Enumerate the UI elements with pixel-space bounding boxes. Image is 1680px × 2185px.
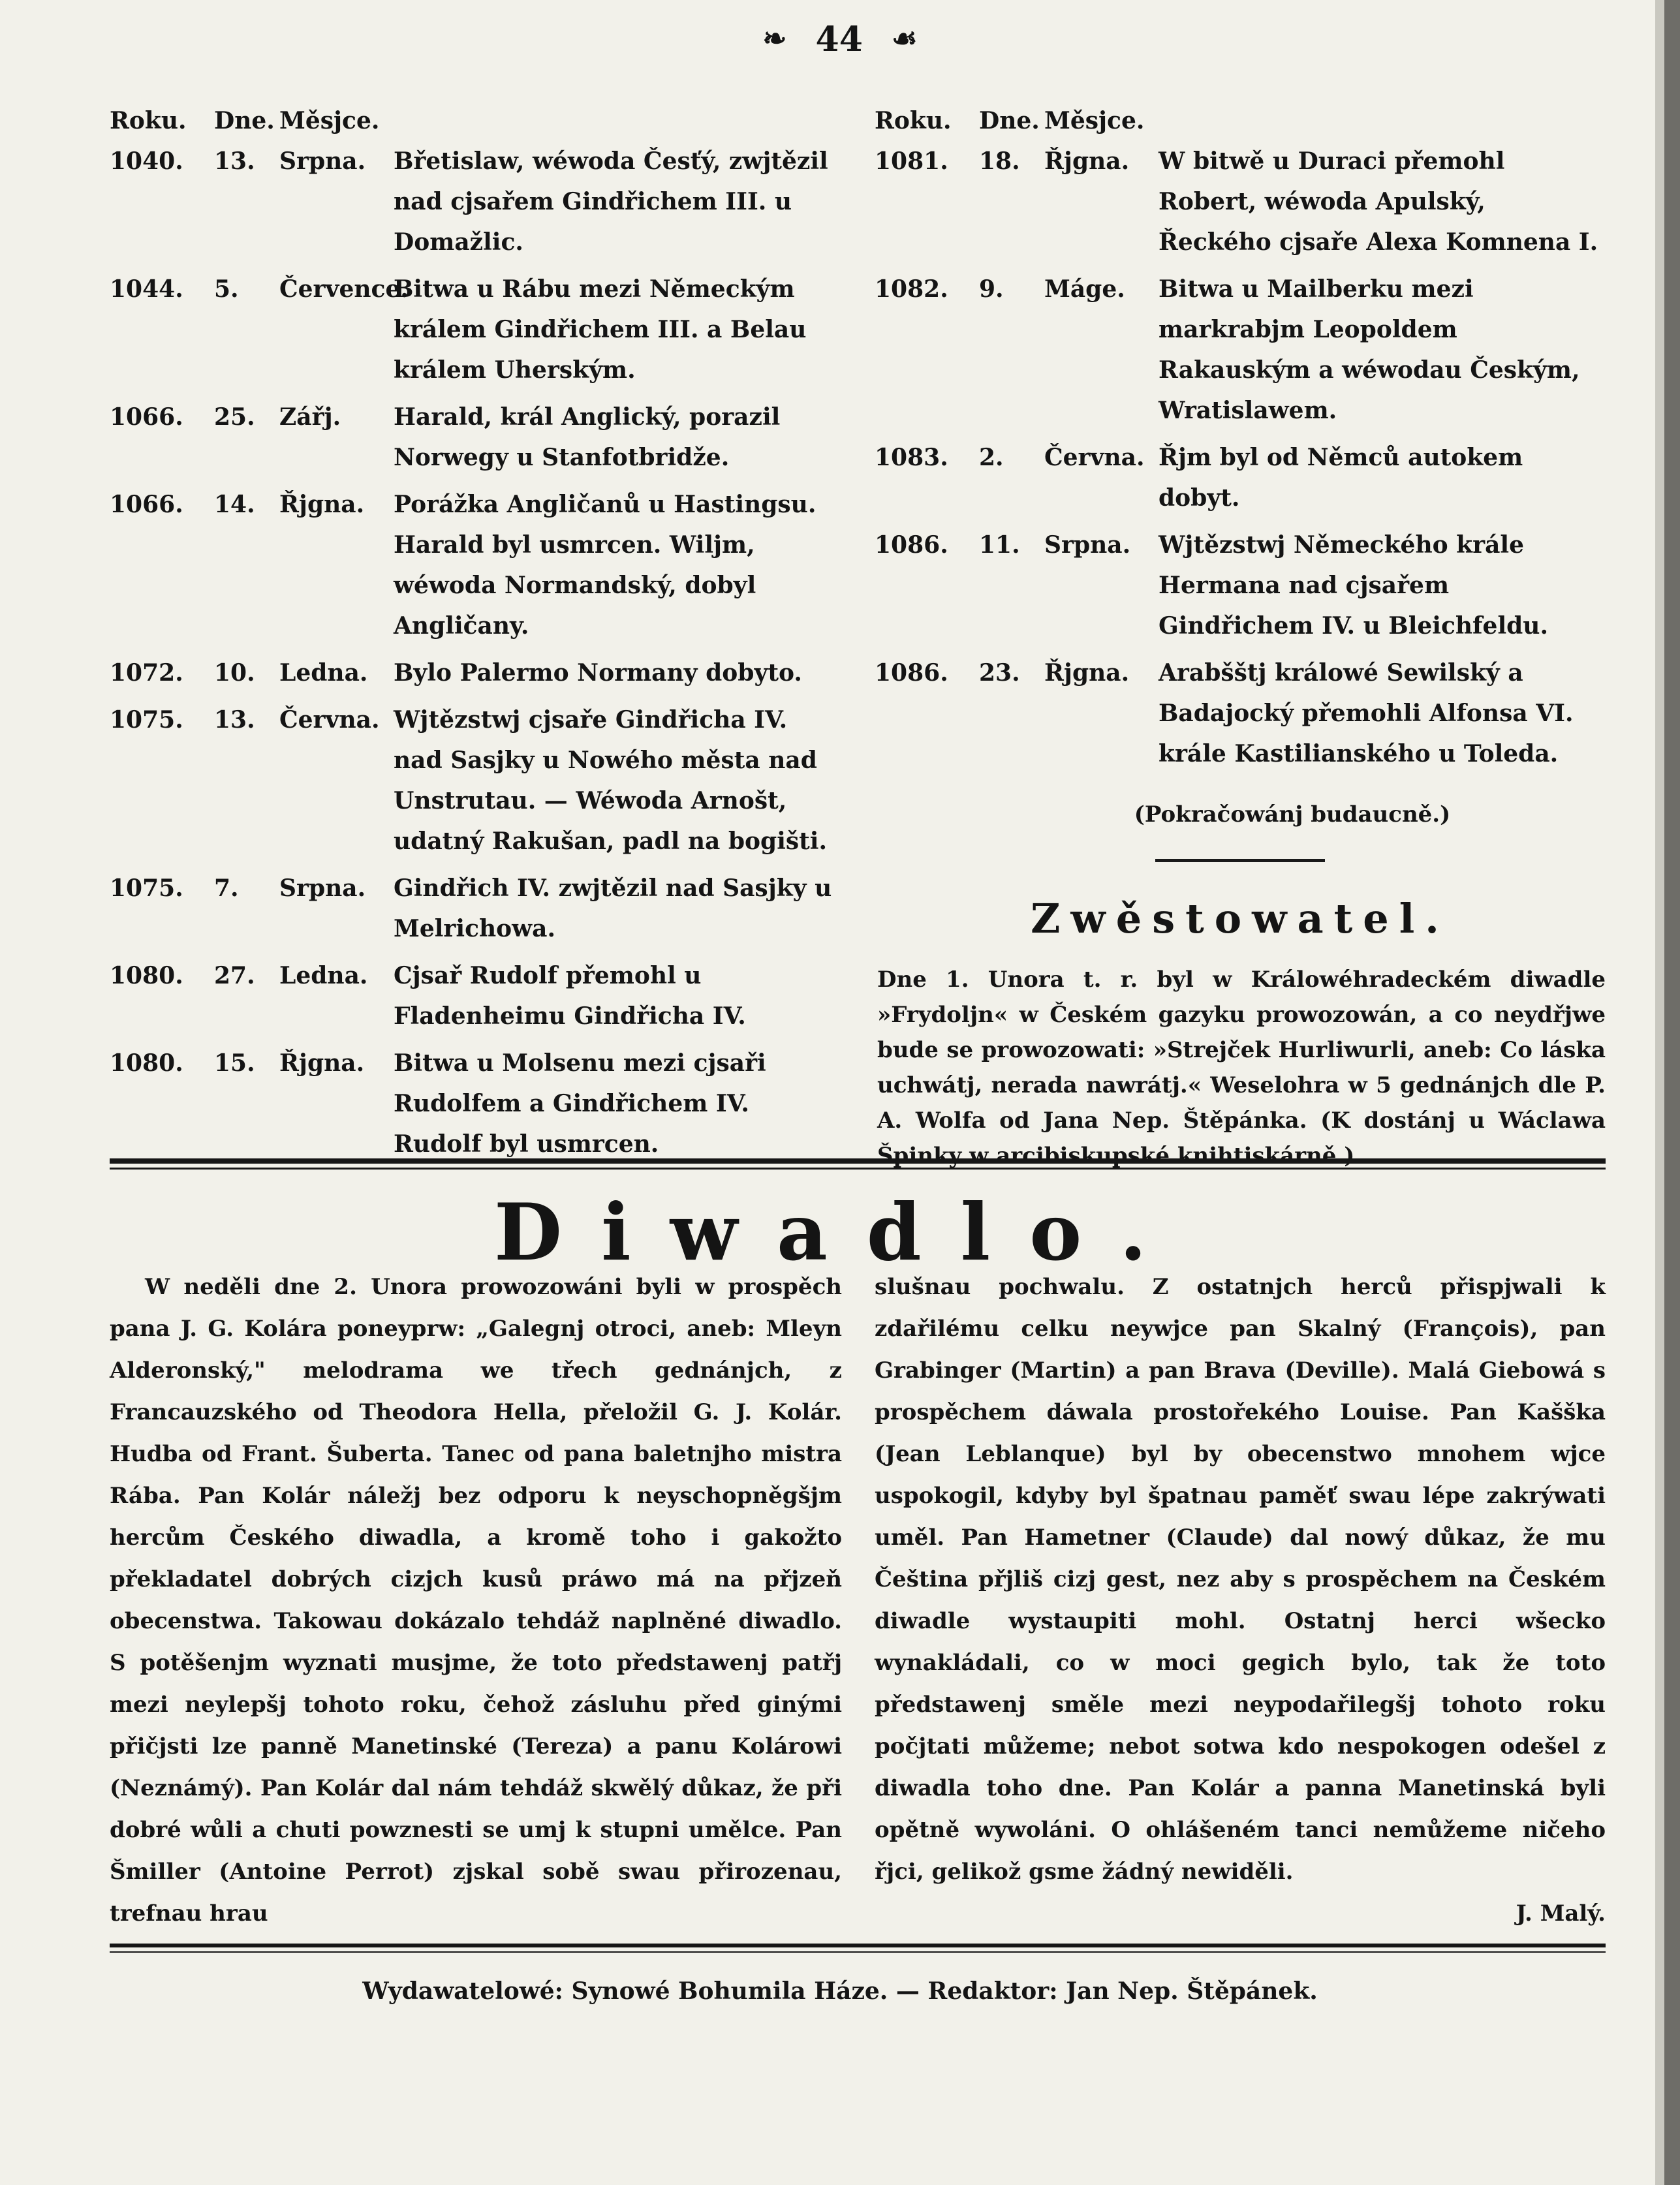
chronology-right-list — [875, 141, 1606, 774]
chronology-entry — [110, 653, 842, 693]
bottom-divider — [110, 1944, 1606, 1947]
entry-year: 1066. — [110, 403, 183, 431]
entry-day: 13. — [214, 147, 255, 175]
entry-day: 11. — [979, 531, 1020, 559]
chronology-entry — [110, 700, 842, 861]
review-left-column: W neděli dne 2. Unora prowozowáni byli w prospěch pana J. G. Kolára poneyprw: „Galegnj otroci, aneb: Mleyn Alderonský," melodrama we třech gednánjch, z Francauzského od Theodora Hella, přeložil G. J. Kolár. Hudba od Frant. Šuberta. Tanec od pana baletnjho mistra Rába. Pan Kolár náležj bez odporu k neyschopněgšjm hercům Českého diwadla, a kromě toho i gakožto překladatel dobrých cizjch kusů práwo má na přjzeň obecenstwa. Takowau dokázalo tehdáž naplněné diwadlo. S potěšenjm wyznati musjme, že toto předstawenj patřj mezi neylepšj tohoto roku, čehož zásluhu před ginými přičjsti lze panně Manetinské (Tereza) a panu Kolárowi (Neznámý). Pan Kolár dal nám tehdáž skwělý důkaz, že při dobré wůli a chuti powznesti se umj k stupni umělce. Pan Šmiller (Antoine Perrot) zjskal sobě swau přirozenau, trefnau hrau — [110, 1274, 842, 1927]
entry-text: W bitwě u Duraci přemohl Robert, wéwoda Apulský, Řeckého cjsaře Alexa Komnena I. — [1159, 147, 1598, 256]
notice-title: Zwěstowatel. — [1031, 895, 1450, 942]
entry-day: 18. — [979, 147, 1020, 175]
page-header — [0, 20, 1680, 72]
continuation-note: (Pokračowánj budaucně.) — [1134, 801, 1451, 828]
chronology-entry — [875, 525, 1606, 646]
imprint: Wydawatelowé: Synowé Bohumila Háze. — Redaktor: Jan Nep. Štěpánek. — [362, 1977, 1318, 2005]
entry-text: Arabšštj králowé Sewilský a Badajocký přemohli Alfonsa VI. krále Kastilianského u Toleda. — [1159, 659, 1574, 767]
entry-text: Harald, král Anglický, porazil Norwegy u Stanfotbridže. — [394, 403, 781, 471]
entry-month: Června. — [279, 706, 380, 734]
chronology-entry — [110, 484, 842, 646]
entry-text: Řjm byl od Němců autokem dobyt. — [1159, 444, 1523, 512]
page-number: 44 — [815, 20, 863, 59]
entry-year: 1086. — [875, 531, 948, 559]
entry-month: Srpna. — [279, 147, 366, 175]
section-divider — [1155, 859, 1325, 862]
entry-year: 1080. — [110, 1049, 183, 1077]
entry-text: Wjtězstwj Německého krále Hermana nad cjsařem Gindřichem IV. u Bleichfeldu. — [1159, 531, 1549, 640]
entry-day: 2. — [979, 444, 1004, 471]
chronology-left-list — [110, 141, 842, 1164]
page-edge-shadow — [1655, 0, 1664, 2185]
entry-year: 1082. — [875, 275, 948, 303]
theatre-section-title: Diwadlo. — [494, 1186, 1186, 1278]
header-month: Měsjce. — [279, 107, 380, 134]
entry-text: Bitwa u Mailberku mezi markrabjm Leopoldem Rakauským a wéwodau Českým, Wratislawem. — [1159, 275, 1580, 424]
page-edge — [1664, 0, 1680, 2185]
entry-year: 1072. — [110, 659, 183, 687]
entry-day: 23. — [979, 659, 1020, 687]
chronology-entry — [110, 397, 842, 478]
thick-divider — [110, 1158, 1606, 1164]
thin-divider — [110, 1168, 1606, 1170]
chronology-entry — [875, 653, 1606, 774]
entry-month: Zářj. — [279, 403, 341, 431]
header-year: Roku. — [110, 107, 187, 134]
right-ornament-icon: ☙ — [892, 22, 918, 55]
entry-text: Cjsař Rudolf přemohl u Fladenheimu Gindřicha IV. — [394, 962, 746, 1030]
entry-month: Máge. — [1044, 275, 1125, 303]
chronology-entry — [875, 141, 1606, 262]
chronology-entry — [110, 868, 842, 949]
entry-day: 25. — [214, 403, 255, 431]
entry-month: Srpna. — [279, 875, 366, 902]
entry-day: 15. — [214, 1049, 255, 1077]
chronology-entry — [875, 437, 1606, 518]
left-ornament-icon: ❧ — [762, 22, 787, 55]
chronology-entry — [110, 141, 842, 262]
entry-text: Břetislaw, wéwoda Česťý, zwjtězil nad cjsařem Gindřichem III. u Domažlic. — [394, 147, 828, 256]
entry-text: Wjtězstwj cjsaře Gindřicha IV. nad Sasjky u Nowého města nad Unstrutau. — Wéwoda Arnošt, udatný Rakušan, padl na bogišti. — [394, 706, 827, 855]
entry-day: 5. — [214, 275, 239, 303]
review-signature: J. Malý. — [1516, 1900, 1606, 1927]
chronology-entry — [110, 1043, 842, 1164]
entry-year: 1081. — [875, 147, 948, 175]
review-right-column — [875, 1266, 1606, 1934]
chronology-entry — [875, 269, 1606, 431]
entry-month: Řjgna. — [1044, 659, 1130, 687]
notice-text: Dne 1. Unora t. r. byl w Králowéhradeckém diwadle »Frydoljn« w Českém gazyku prowozowán, a co neydřjwe bude se prowozowati: »Strejček Hurliwurli, aneb: Co láska uchwátj, nerada nawrátj.« Weselohra w 5 gednánjch dle P. A. Wolfa od Jana Nep. Štěpánka. (K dostánj u Wáclawa Špinky w arcibiskupské knihtiskárně.) — [877, 967, 1606, 1169]
entry-day: 10. — [214, 659, 255, 687]
entry-month: Řjgna. — [279, 1049, 365, 1077]
entry-text: Bitwa u Molsenu mezi cjsaři Rudolfem a Gindřichem IV. Rudolf byl usmrcen. — [394, 1049, 766, 1158]
entry-month: Řjgna. — [279, 491, 365, 518]
chronology-right-column — [875, 98, 1606, 1173]
entry-year: 1040. — [110, 147, 183, 175]
entry-day: 13. — [214, 706, 255, 734]
chronology-entry — [110, 955, 842, 1036]
entry-year: 1075. — [110, 875, 183, 902]
bottom-divider-thin — [110, 1951, 1606, 1953]
chronology-entry — [110, 269, 842, 390]
header-month: Měsjce. — [1044, 107, 1145, 134]
header-year: Roku. — [875, 107, 952, 134]
entry-text: Gindřich IV. zwjtězil nad Sasjky u Melrichowa. — [394, 875, 832, 942]
entry-year: 1075. — [110, 706, 183, 734]
entry-day: 27. — [214, 962, 255, 989]
entry-year: 1083. — [875, 444, 948, 471]
chronology-header-right — [875, 98, 1606, 134]
entry-month: Července. — [279, 275, 409, 303]
entry-year: 1044. — [110, 275, 183, 303]
entry-year: 1086. — [875, 659, 948, 687]
entry-text: Bitwa u Rábu mezi Německým králem Gindřichem III. a Belau králem Uherským. — [394, 275, 807, 384]
entry-year: 1080. — [110, 962, 183, 989]
chronology-header — [110, 98, 842, 134]
chronology-left-column — [110, 98, 842, 1164]
header-day: Dne. — [214, 107, 275, 134]
review-right-text: slušnau pochwalu. Z ostatnjch herců přispjwali k zdařilému celku neywjce pan Skalný (François), pan Grabinger (Martin) a pan Brava (Deville). Malá Giebowá s prospěchem dáwala prostořekého Louise. Pan Kašška (Jean Leblanque) byl by obecenstwo mnohem wjce uspokogil, kdyby byl špatnau paměť swau lépe zakrýwati uměl. Pan Hametner (Claude) dal nowý důkaz, že mu Čeština přjliš cizj gest, nez aby s prospěchem na Českém diwadle wystaupiti mohl. Ostatnj herci wšecko wynakládali, co w moci gegich bylo, tak že toto předstawenj směle mezi neypodařilegšj tohoto roku počjtati můžeme; nebot sotwa kdo nespokogen odešel z diwadla toho dne. Pan Kolár a panna Manetinská byli opětně wywoláni. O ohlášeném tanci nemůžeme ničeho řjci, gelikož gsme žádný newiděli. — [875, 1274, 1606, 1885]
header-day: Dne. — [979, 107, 1040, 134]
entry-year: 1066. — [110, 491, 183, 518]
entry-month: Ledna. — [279, 962, 368, 989]
entry-month: Řjgna. — [1044, 147, 1130, 175]
entry-day: 14. — [214, 491, 255, 518]
entry-day: 7. — [214, 875, 239, 902]
entry-day: 9. — [979, 275, 1004, 303]
entry-month: Ledna. — [279, 659, 368, 687]
entry-month: Srpna. — [1044, 531, 1131, 559]
entry-month: Června. — [1044, 444, 1145, 471]
entry-text: Bylo Palermo Normany dobyto. — [394, 659, 802, 687]
entry-text: Porážka Angličanů u Hastingsu. Harald byl usmrcen. Wiljm, wéwoda Normandský, dobyl Angličany. — [394, 491, 817, 640]
